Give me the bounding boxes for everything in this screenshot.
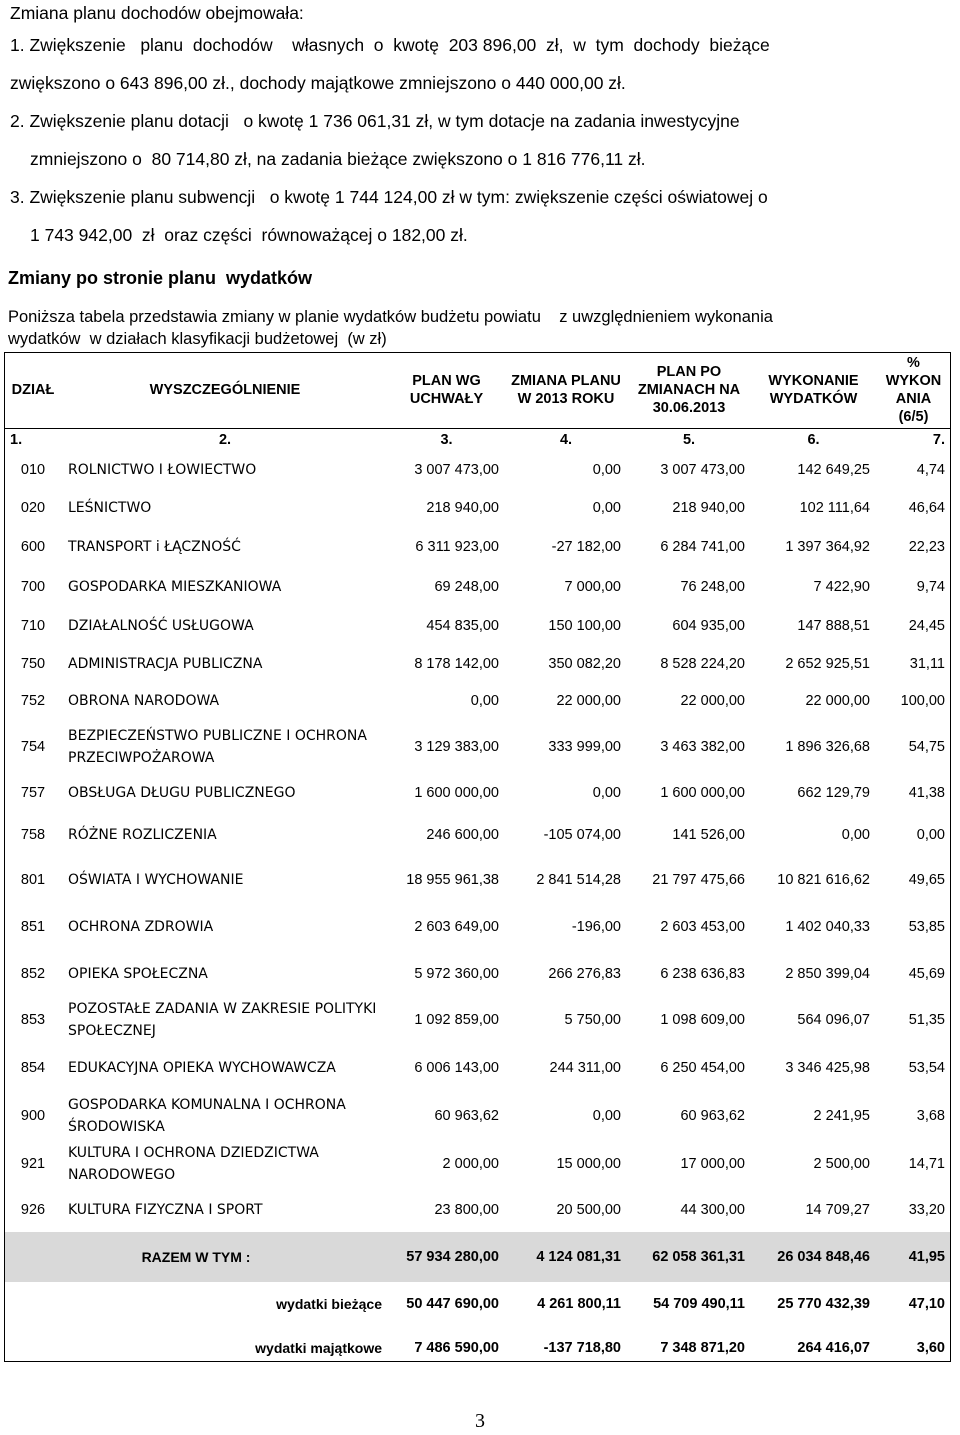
category-name: OCHRONA ZDROWIA — [68, 919, 214, 935]
percent-value: 51,35 — [908, 1012, 945, 1028]
plan-after-value: 1 098 609,00 — [660, 1012, 745, 1028]
execution-value: 22 000,00 — [805, 693, 870, 709]
table-row — [4, 1140, 951, 1188]
plan-value: 246 600,00 — [426, 826, 499, 843]
item-2-line-2: zmniejszono o 80 714,80 zł, na zadania bieżące zwiększono o 1 816 776,11 zł. — [30, 149, 646, 169]
table-row — [4, 645, 951, 682]
column-number: 1. — [10, 432, 23, 448]
plan-value: 23 800,00 — [434, 1202, 499, 1218]
table-row — [4, 996, 951, 1044]
total-execution-value: 264 416,07 — [797, 1340, 870, 1356]
income-changes-title: Zmiana planu dochodów obejmowała: — [10, 3, 304, 23]
dzial-code: 020 — [20, 500, 46, 516]
dzial-code: 710 — [20, 618, 46, 634]
execution-value: 10 821 616,62 — [777, 872, 870, 888]
total-plan-after-value: 54 709 490,11 — [653, 1296, 745, 1312]
table-header-row — [4, 352, 951, 429]
percent-value: 0,00 — [916, 826, 945, 843]
execution-value: 2 500,00 — [813, 1156, 870, 1172]
dzial-code: 010 — [20, 462, 46, 478]
table-row — [4, 451, 951, 489]
plan-after-value: 3 007 473,00 — [660, 462, 745, 478]
column-number: 5. — [682, 432, 696, 448]
total-execution-value: 26 034 848,46 — [751, 1232, 876, 1282]
page-number: 3 — [475, 1410, 485, 1432]
table-row — [4, 812, 951, 857]
table-description-line-2: wydatków w działach klasyfikacji budżetowej (w zł) — [8, 330, 387, 348]
table-row — [4, 489, 951, 527]
plan-after-value: 22 000,00 — [680, 693, 745, 709]
plan-after-value: 44 300,00 — [680, 1202, 745, 1218]
column-number: 6. — [807, 432, 820, 448]
total-execution-value: 25 770 432,39 — [777, 1296, 870, 1312]
percent-value: 54,75 — [908, 739, 945, 755]
total-plan-value: 50 447 690,00 — [406, 1296, 499, 1312]
item-3-line-2: 1 743 942,00 zł oraz części równoważącej o 182,00 zł. — [30, 225, 468, 245]
dzial-code: 926 — [20, 1202, 46, 1218]
plan-value: 18 955 961,38 — [406, 872, 499, 888]
table-description — [8, 306, 908, 350]
change-value: -27 182,00 — [551, 539, 621, 555]
change-value: -105 074,00 — [543, 826, 621, 843]
plan-value: 8 178 142,00 — [414, 655, 499, 672]
category-name: OBRONA NARODOWA — [68, 693, 220, 709]
table-row — [4, 1044, 951, 1092]
plan-value: 1 600 000,00 — [414, 785, 499, 801]
dzial-code: 700 — [20, 579, 46, 595]
execution-value: 2 850 399,04 — [785, 965, 870, 982]
column-number: 7. — [932, 432, 945, 448]
dzial-code: 852 — [20, 965, 46, 982]
percent-value: 46,64 — [908, 500, 945, 516]
table-row — [4, 951, 951, 996]
dzial-code: 900 — [20, 1108, 46, 1124]
dzial-code: 854 — [20, 1060, 46, 1076]
category-name: OŚWIATA I WYCHOWANIE — [68, 872, 244, 888]
table-totals — [4, 1232, 951, 1370]
header-wyszczegolnienie: WYSZCZEGÓLNIENIE — [149, 382, 301, 398]
change-value: 2 841 514,28 — [536, 872, 621, 888]
percent-value: 49,65 — [908, 872, 945, 888]
table-row — [4, 567, 951, 607]
dzial-code: 600 — [20, 539, 46, 555]
header-execution: WYKONANIE WYDATKÓW — [768, 373, 859, 407]
total-percent-value: 47,10 — [908, 1296, 945, 1312]
plan-value: 5 972 360,00 — [414, 965, 499, 982]
subtotal-row — [4, 1326, 951, 1370]
category-name: GOSPODARKA KOMUNALNA I OCHRONA ŚRODOWISKA — [68, 1097, 346, 1135]
header-plan-after: PLAN PO ZMIANACH NA 30.06.2013 — [637, 364, 741, 416]
column-number: 2. — [218, 432, 232, 448]
plan-value: 3 007 473,00 — [414, 462, 499, 478]
total-plan-after-value: 62 058 361,31 — [627, 1232, 751, 1282]
plan-after-value: 604 935,00 — [672, 618, 745, 634]
table-row — [4, 857, 951, 903]
table-body — [4, 451, 951, 1232]
table-description-line-1: Poniższa tabela przedstawia zmiany w planie wydatków budżetu powiatu z uwzględnieniem wykonania — [8, 308, 773, 326]
category-name: RÓŻNE ROZLICZENIA — [68, 826, 217, 843]
table-row — [4, 1188, 951, 1232]
plan-value: 454 835,00 — [426, 618, 499, 634]
execution-value: 564 096,07 — [797, 1012, 870, 1028]
plan-after-value: 1 600 000,00 — [660, 785, 745, 801]
change-value: 0,00 — [592, 500, 621, 516]
plan-value: 60 963,62 — [434, 1108, 499, 1124]
percent-value: 53,54 — [908, 1060, 945, 1076]
total-plan-after-value: 7 348 871,20 — [660, 1340, 745, 1356]
change-value: 7 000,00 — [564, 579, 621, 595]
income-changes-section — [10, 0, 950, 254]
header-change: ZMIANA PLANU W 2013 ROKU — [511, 373, 621, 407]
table-row — [4, 607, 951, 645]
change-value: 266 276,83 — [548, 965, 621, 982]
execution-value: 1 896 326,68 — [785, 739, 870, 755]
item-1-line-2: zwiększono o 643 896,00 zł., dochody majątkowe zmniejszono o 440 000,00 zł. — [10, 73, 626, 93]
execution-value: 2 652 925,51 — [785, 655, 870, 672]
percent-value: 31,11 — [909, 655, 945, 672]
plan-value: 6 311 923,00 — [415, 539, 499, 555]
dzial-code: 921 — [20, 1156, 46, 1172]
category-name: ROLNICTWO I ŁOWIECTWO — [68, 462, 257, 478]
total-percent-value: 3,60 — [916, 1340, 945, 1356]
change-value: -196,00 — [571, 919, 621, 935]
plan-after-value: 6 250 454,00 — [660, 1060, 745, 1076]
item-3-line-1: 3. Zwiększenie planu subwencji o kwotę 1 744 124,00 zł w tym: zwiększenie części oświatowej o — [10, 187, 768, 207]
change-value: 20 500,00 — [556, 1202, 621, 1218]
category-name: OBSŁUGA DŁUGU PUBLICZNEGO — [68, 785, 296, 801]
plan-after-value: 60 963,62 — [680, 1108, 745, 1124]
dzial-code: 754 — [20, 739, 46, 755]
expenditure-table — [4, 352, 951, 1370]
percent-value: 33,20 — [908, 1202, 945, 1218]
table-row — [4, 903, 951, 951]
plan-after-value: 2 603 453,00 — [660, 919, 745, 935]
dzial-code: 752 — [20, 693, 46, 709]
category-name: GOSPODARKA MIESZKANIOWA — [68, 579, 282, 595]
category-name: TRANSPORT i ŁĄCZNOŚĆ — [68, 539, 241, 555]
table-row — [4, 682, 951, 720]
category-name: KULTURA FIZYCZNA I SPORT — [68, 1202, 263, 1218]
total-label: wydatki bieżące — [276, 1296, 382, 1312]
change-value: 0,00 — [592, 1108, 621, 1124]
change-value: 244 311,00 — [549, 1060, 621, 1076]
execution-value: 142 649,25 — [797, 462, 870, 478]
change-value: 22 000,00 — [556, 693, 621, 709]
plan-value: 2 603 649,00 — [414, 919, 499, 935]
percent-value: 45,69 — [908, 965, 945, 982]
change-value: 0,00 — [592, 462, 621, 478]
plan-value: 218 940,00 — [426, 500, 499, 516]
change-value: 350 082,20 — [548, 655, 621, 672]
total-percent-value: 41,95 — [876, 1232, 951, 1282]
item-1-line-1: 1. Zwiększenie planu dochodów własnych o kwotę 203 896,00 zł, w tym dochody bieżące — [10, 35, 770, 55]
plan-value: 6 006 143,00 — [414, 1060, 499, 1076]
expenditure-heading: Zmiany po stronie planu wydatków — [8, 268, 313, 288]
total-change-value: 4 261 800,11 — [537, 1296, 621, 1312]
header-plan: PLAN WG UCHWAŁY — [409, 373, 484, 407]
percent-value: 100,00 — [900, 693, 945, 709]
percent-value: 22,23 — [908, 539, 945, 555]
execution-value: 1 402 040,33 — [785, 919, 870, 935]
plan-value: 2 000,00 — [442, 1156, 499, 1172]
total-change-value: 4 124 081,31 — [505, 1232, 627, 1282]
column-number: 4. — [559, 432, 573, 448]
category-name: BEZPIECZEŃSTWO PUBLICZNE I OCHRONA PRZECIWPOŻAROWA — [68, 728, 367, 766]
dzial-code: 758 — [20, 826, 46, 843]
total-label: RAZEM W TYM : — [4, 1232, 388, 1282]
plan-after-value: 6 284 741,00 — [660, 539, 745, 555]
category-name: DZIAŁALNOŚĆ USŁUGOWA — [68, 618, 254, 634]
plan-value: 3 129 383,00 — [414, 739, 499, 755]
subtotal-row — [4, 1282, 951, 1326]
table-row — [4, 1092, 951, 1140]
percent-value: 14,71 — [908, 1156, 945, 1172]
change-value: 15 000,00 — [556, 1156, 621, 1172]
table-row — [4, 774, 951, 812]
execution-value: 1 397 364,92 — [785, 539, 870, 555]
category-name: POZOSTAŁE ZADANIA W ZAKRESIE POLITYKI SPOŁECZNEJ — [68, 1001, 377, 1039]
percent-value: 41,38 — [908, 785, 945, 801]
plan-after-value: 3 463 382,00 — [660, 739, 745, 755]
total-plan-value: 7 486 590,00 — [414, 1340, 499, 1356]
plan-value: 0,00 — [470, 693, 499, 709]
category-name: OPIEKA SPOŁECZNA — [68, 965, 208, 982]
execution-value: 662 129,79 — [797, 785, 870, 801]
dzial-code: 853 — [20, 1012, 46, 1028]
category-name: ADMINISTRACJA PUBLICZNA — [68, 655, 263, 672]
change-value: 333 999,00 — [548, 739, 621, 755]
dzial-code: 750 — [20, 655, 46, 672]
item-2-line-1: 2. Zwiększenie planu dotacji o kwotę 1 736 061,31 zł, w tym dotacje na zadania inwestycyjne — [10, 111, 740, 131]
category-name: EDUKACYJNA OPIEKA WYCHOWAWCZA — [68, 1060, 336, 1076]
plan-after-value: 17 000,00 — [680, 1156, 745, 1172]
plan-after-value: 76 248,00 — [680, 579, 745, 595]
plan-value: 1 092 859,00 — [414, 1012, 499, 1028]
plan-after-value: 21 797 475,66 — [652, 872, 745, 888]
change-value: 5 750,00 — [564, 1012, 621, 1028]
header-dzial: DZIAŁ — [11, 382, 55, 398]
column-number: 3. — [440, 432, 453, 448]
execution-value: 14 709,27 — [805, 1202, 870, 1218]
plan-after-value: 141 526,00 — [672, 826, 745, 843]
table-row — [4, 720, 951, 774]
column-numbers-row — [4, 429, 951, 452]
dzial-code: 801 — [20, 872, 46, 888]
execution-value: 2 241,95 — [813, 1108, 870, 1124]
percent-value: 9,74 — [916, 579, 945, 595]
percent-value: 24,45 — [908, 618, 945, 634]
change-value: 150 100,00 — [548, 618, 621, 634]
total-change-value: -137 718,80 — [543, 1340, 621, 1356]
plan-value: 69 248,00 — [434, 579, 499, 595]
percent-value: 53,85 — [908, 919, 945, 935]
total-label: wydatki majątkowe — [255, 1340, 382, 1356]
execution-value: 102 111,64 — [799, 500, 870, 516]
total-row — [4, 1232, 951, 1282]
table-row — [4, 527, 951, 567]
dzial-code: 851 — [20, 919, 46, 935]
plan-after-value: 6 238 636,83 — [660, 965, 745, 982]
percent-value: 4,74 — [916, 462, 945, 478]
category-name: LEŚNICTWO — [68, 500, 152, 516]
percent-value: 3,68 — [916, 1108, 945, 1124]
plan-after-value: 8 528 224,20 — [660, 655, 745, 672]
total-plan-value: 57 934 280,00 — [388, 1232, 505, 1282]
execution-value: 147 888,51 — [797, 618, 870, 634]
change-value: 0,00 — [592, 785, 621, 801]
execution-value: 7 422,90 — [813, 579, 870, 595]
dzial-code: 757 — [20, 785, 46, 801]
execution-value: 0,00 — [841, 826, 870, 843]
plan-after-value: 218 940,00 — [672, 500, 745, 516]
execution-value: 3 346 425,98 — [785, 1060, 870, 1076]
header-percent: % WYKON ANIA (6/5) — [885, 355, 942, 425]
category-name: KULTURA I OCHRONA DZIEDZICTWA NARODOWEGO — [68, 1145, 319, 1183]
